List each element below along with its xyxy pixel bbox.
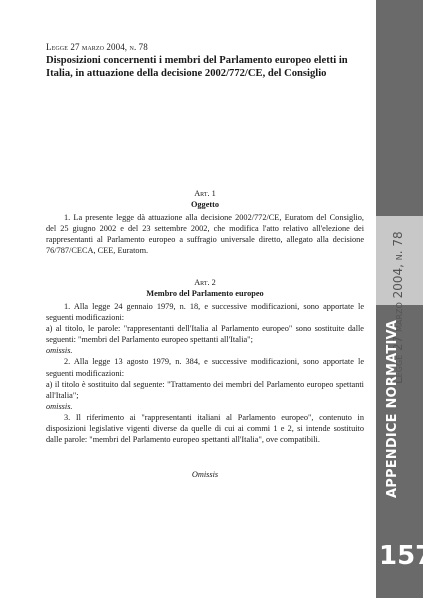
article-1-body	[46, 212, 364, 256]
article-2-paragraph-2: 2. Alla legge 13 agosto 1979, n. 384, e successive modificazioni, sono apportate le seguenti modificazioni:	[46, 357, 364, 378]
sidebar-law-reference: Legge 27 marzo 2004, n. 78	[391, 231, 405, 384]
article-2-body	[46, 301, 364, 445]
article-2-paragraph-1: 1. Alla legge 24 gennaio 1979, n. 18, e successive modificazioni, sono apportate le seguenti modificazioni:	[46, 302, 364, 323]
article-2-omissis-2: omissis.	[46, 401, 73, 411]
article-2-heading: Art. 2	[194, 278, 216, 287]
article-2-omissis-1: omissis.	[46, 346, 73, 356]
closing-omissis: Omissis	[191, 470, 219, 479]
sidebar-section-label: APPENDICE NORMATIVA	[385, 319, 400, 498]
article-1-subheading: Oggetto	[190, 200, 220, 209]
article-2-item-a1: a) al titolo, le parole: "rappresentanti dell'Italia al Parlamento europeo" sono sostituite dalle seguenti: "membri del Parlamento europeo spettanti all'Italia";	[46, 324, 364, 345]
article-2-paragraph-3: 3. Il riferimento ai "rappresentanti italiani al Parlamento europeo", contenuto in disposizioni legislative vigenti diverse da quelle di cui ai commi 1 e 2, si intende sostituito dalle parole: "membri del Parlamento europeo spettanti all'Italia", ove compatibili.	[46, 412, 364, 445]
law-title: Disposizioni concernenti i membri del Parlamento europeo eletti in Italia, in attuazione della decisione 2002/772/CE, del Consiglio	[46, 55, 348, 79]
article-1-paragraph-1: 1. La presente legge dà attuazione alla decisione 2002/772/CE, Euratom del Consiglio, del 25 giugno 2002 e del 23 settembre 2002, che modifica l'atto relativo all'elezione dei rappresentanti al Parlamento europeo a suffragio universale diretto, allegato alla decisione 76/787/CECA, CEE, Euratom.	[46, 213, 364, 256]
law-reference: Legge 27 marzo 2004, n. 78	[46, 42, 148, 52]
article-2-subheading: Membro del Parlamento europeo	[146, 289, 264, 298]
article-2-item-a2: a) il titolo è sostituito dal seguente: "Trattamento dei membri del Parlamento europeo spettanti all'Italia";	[46, 379, 364, 400]
article-1-heading: Art. 1	[194, 189, 216, 198]
page-number: 157	[379, 541, 433, 571]
